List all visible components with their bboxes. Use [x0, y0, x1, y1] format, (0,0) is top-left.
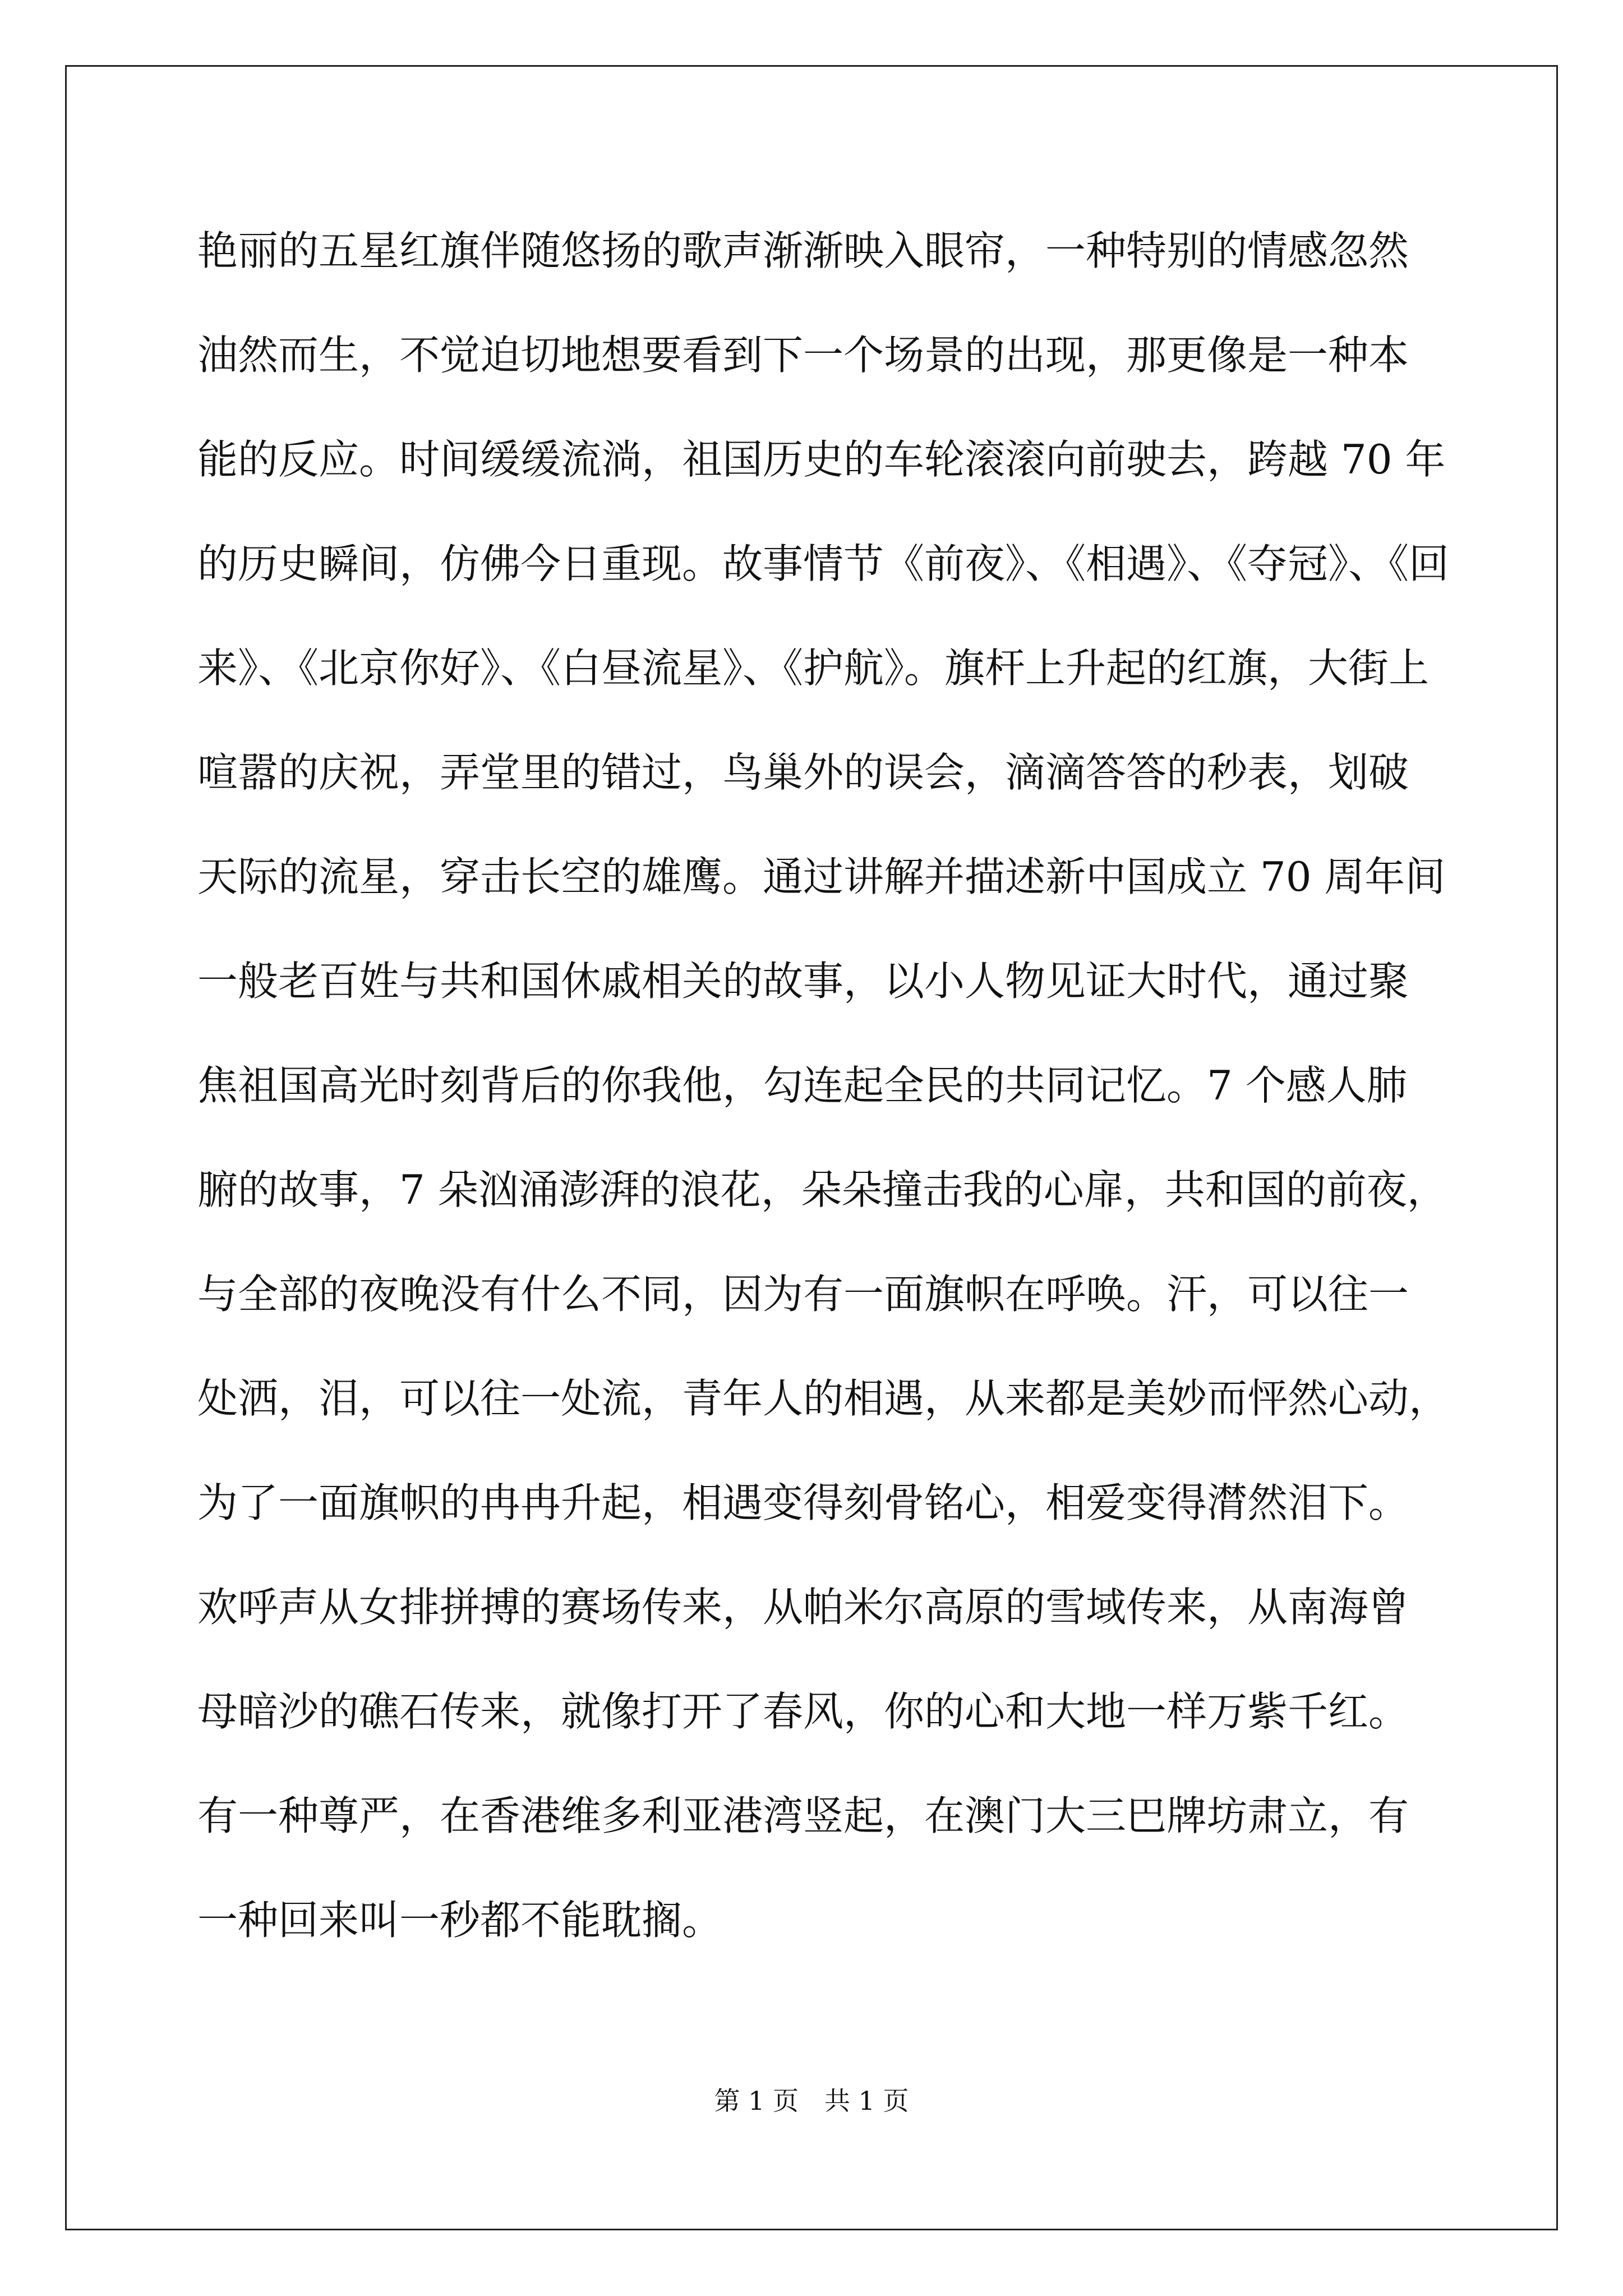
text-line: 焦祖国高光时刻背后的你我他，勾连起全民的共同记忆。7 个感人肺: [197, 1062, 1407, 1109]
text-line: 有一种尊严，在香港维多利亚港湾竖起，在澳门大三巴牌坊肃立，有: [197, 1792, 1409, 1839]
text-line: 一般老百姓与共和国休戚相关的故事，以小人物见证大时代，通过聚: [197, 958, 1409, 1005]
text-line: 一种回来叫一秒都不能耽搁。: [197, 1897, 723, 1944]
text-line: 能的反应。时间缓缓流淌，祖国历史的车轮滚滚向前驶去，跨越 70 年: [197, 436, 1446, 483]
text-line: 为了一面旗帜的冉冉升起，相遇变得刻骨铭心，相爱变得潸然泪下。: [197, 1479, 1409, 1526]
text-line: 母暗沙的礁石传来，就像打开了春风，你的心和大地一样万紫千红。: [197, 1688, 1409, 1735]
page-footer: 第 1 页 共 1 页: [714, 2086, 909, 2116]
text-line: 处洒，泪，可以往一处流，青年人的相遇，从来都是美妙而怦然心动，: [197, 1375, 1450, 1422]
text-line: 艳丽的五星红旗伴随悠扬的歌声渐渐映入眼帘，一种特别的情感忽然: [197, 227, 1409, 274]
text-line: 欢呼声从女排拼搏的赛场传来，从帕米尔高原的雪域传来，从南海曾: [197, 1584, 1409, 1631]
text-line: 油然而生，不觉迫切地想要看到下一个场景的出现，那更像是一种本: [197, 332, 1409, 379]
text-line: 与全部的夜晚没有什么不同，因为有一面旗帜在呼唤。汗，可以往一: [197, 1271, 1409, 1318]
text-line: 来》、《北京你好》、《白昼流星》、《护航》。旗杆上升起的红旗，大街上: [197, 645, 1430, 692]
text-line: 天际的流星，穿击长空的雄鹰。通过讲解并描述新中国成立 70 周年间: [197, 853, 1446, 900]
text-line: 的历史瞬间，仿佛今日重现。故事情节《前夜》、《相遇》、《夺冠》、《回: [197, 540, 1450, 587]
text-line: 喧嚣的庆祝，弄堂里的错过，鸟巢外的误会，滴滴答答的秒表，划破: [197, 749, 1409, 796]
document-body: [197, 220, 1450, 1994]
text-line: 腑的故事，7 朵汹涌澎湃的浪花，朵朵撞击我的心扉，共和国的前夜，: [197, 1166, 1447, 1213]
